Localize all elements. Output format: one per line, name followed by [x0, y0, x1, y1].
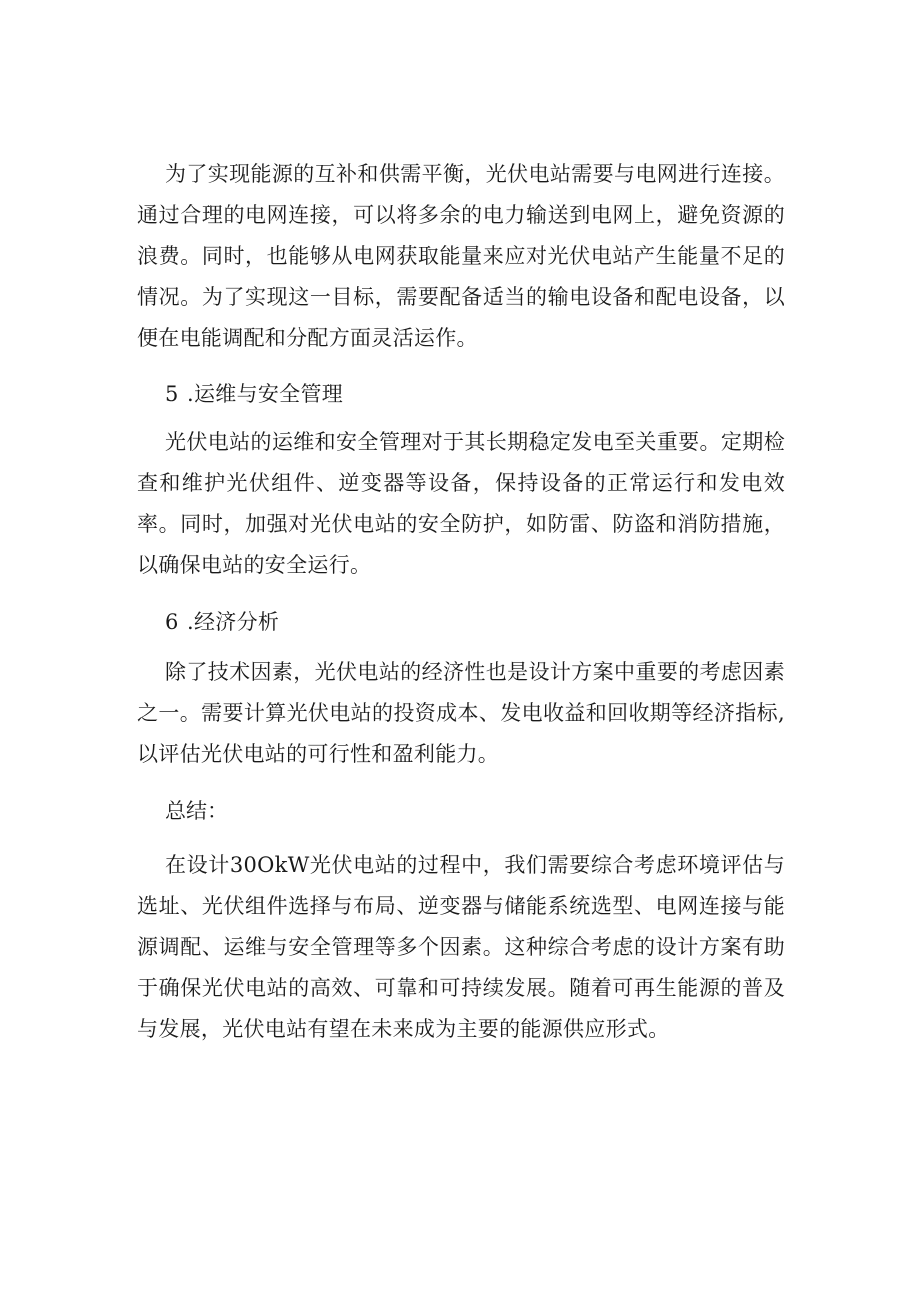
section-heading-economics — [165, 608, 279, 636]
section-heading-operation-safety — [165, 380, 343, 408]
paragraph-grid-connection: 为了实现能源的互补和供需平衡，光伏电站需要与电网进行连接。通过合理的电网连接，可以将多余的电力输送到电网上，避免资源的浪费。同时，也能够从电网获取能量来应对光伏电站产生能量不足的情况。为了实现这一目标，需要配备适当的输电设备和配电设备，以便在电能调配和分配方面灵活运作。 — [137, 162, 785, 350]
summary-label: 总结： — [165, 799, 228, 823]
section-title: .经济分析 — [187, 610, 280, 634]
paragraph-summary: 在设计30OkW光伏电站的过程中，我们需要综合考虑环境评估与选址、光伏组件选择与布局、逆变器与储能系统选型、电网连接与能源调配、运维与安全管理等多个因素。这种综合考虑的设计方案有助于确保光伏电站的高效、可靠和可持续发展。随着可再生能源的普及与发展，光伏电站有望在未来成为主要的能源供应形式。 — [137, 853, 785, 1041]
paragraph-economics: 除了技术因素，光伏电站的经济性也是设计方案中重要的考虑因素之一。需要计算光伏电站的投资成本、发电收益和回收期等经济指标,以评估光伏电站的可行性和盈利能力。 — [137, 660, 785, 766]
section-title: .运维与安全管理 — [187, 382, 344, 406]
section-number: 6 — [165, 610, 179, 634]
paragraph-operation-safety: 光伏电站的运维和安全管理对于其长期稳定发电至关重要。定期检查和维护光伏组件、逆变器等设备，保持设备的正常运行和发电效率。同时，加强对光伏电站的安全防护，如防雷、防盗和消防措施，以确保电站的安全运行。 — [137, 430, 785, 577]
section-number: 5 — [165, 382, 179, 406]
